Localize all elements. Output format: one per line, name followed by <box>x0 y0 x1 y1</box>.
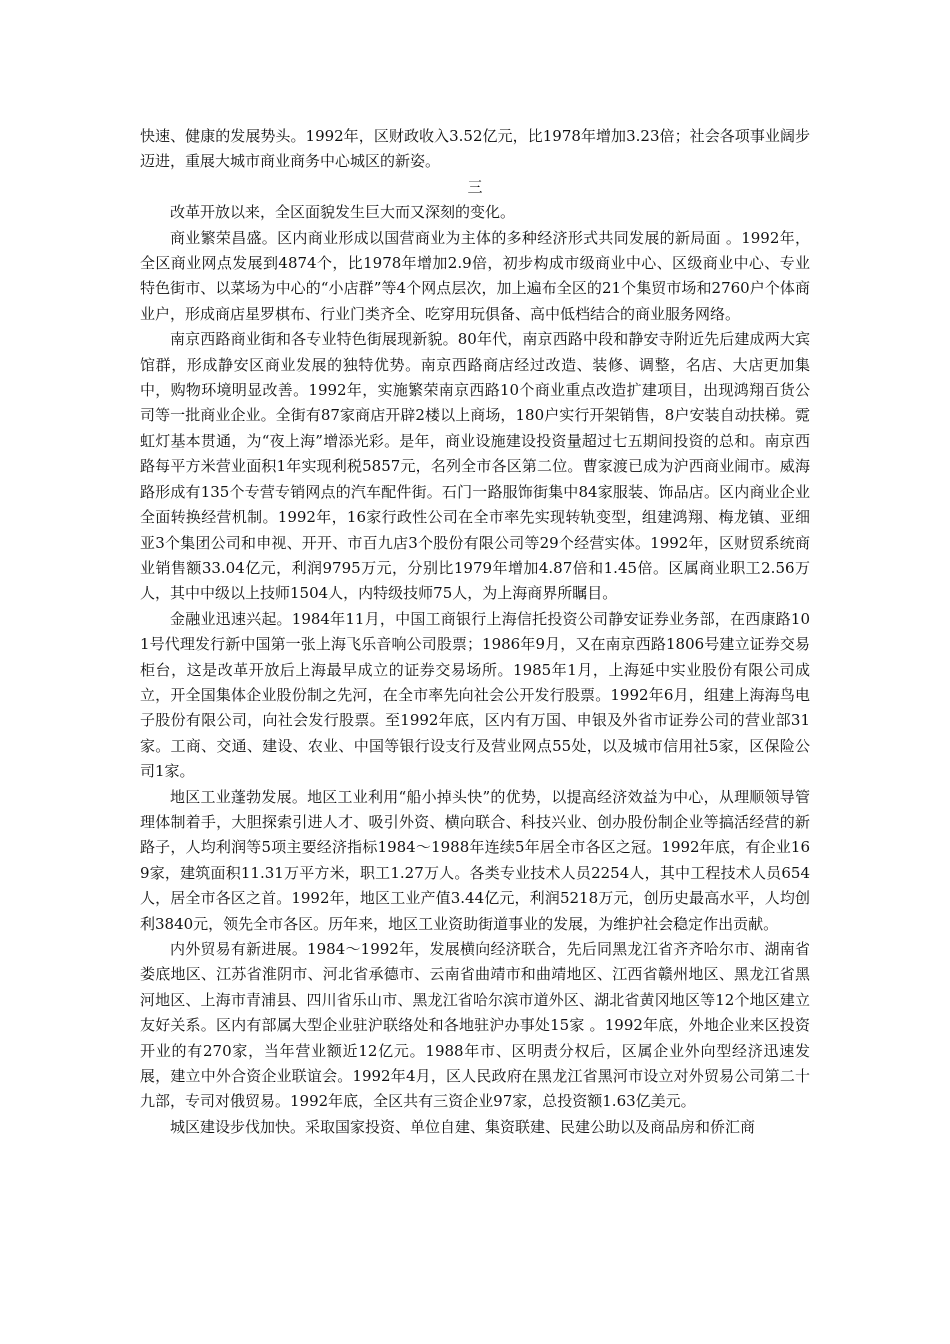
document-page <box>140 124 810 1140</box>
paragraph-continuation: 快速、健康的发展势头。1992年，区财政收入3.52亿元，比1978年增加3.23倍；社会各项事业阔步迈进，重展大城市商业商务中心城区的新姿。 <box>140 127 810 171</box>
paragraph-urban-construction: 城区建设步伐加快。采取国家投资、单位自建、集资联建、民建公助以及商品房和侨汇商 <box>170 1117 756 1136</box>
paragraph-intro: 改革开放以来，全区面貌发生巨大而又深刻的变化。 <box>170 203 516 222</box>
section-heading: 三 <box>467 177 483 196</box>
paragraph-industry: 地区工业蓬勃发展。地区工业利用“船小掉头快”的优势，以提高经济效益为中心，从理顺领导管理体制着手，大胆探索引进人才、吸引外资、横向联合、科技兴业、创办股份制企业等搞活经营的新路子，人均利润等5项主要经济指标1984～1988年连续5年居全市各区之冠。1992年底，有企业169家，建筑面积11.31万平方米，职工1.27万人。各类专业技术人员2254人，其中工程技术人员654人，居全市各区之首。1992年，地区工业产值3.44亿元，利润5218万元，创历史最高水平，人均创利3840元，领先全市各区。历年来，地区工业资助街道事业的发展，为维护社会稳定作出贡献。 <box>140 787 811 933</box>
paragraph-finance: 金融业迅速兴起。1984年11月，中国工商银行上海信托投资公司静安证券业务部，在西康路101号代理发行新中国第一张上海飞乐音响公司股票；1986年9月，又在南京西路1806号建立证券交易柜台，这是改革开放后上海最早成立的证券交易场所。1985年1月，上海延中实业股份有限公司成立，开全国集体企业股份制之先河，在全市率先向社会公开发行股票。1992年6月，组建上海海鸟电子股份有限公司，向社会发行股票。至1992年底，区内有万国、申银及外省市证券公司的营业部31家。工商、交通、建设、农业、中国等银行设支行及营业网点55处，以及城市信用社5家，区保险公司1家。 <box>140 609 810 781</box>
paragraph-trade: 内外贸易有新进展。1984～1992年，发展横向经济联合，先后同黑龙江省齐齐哈尔市、湖南省娄底地区、江苏省淮阴市、河北省承德市、云南省曲靖市和曲靖地区、江西省赣州地区、黑龙江省黑河地区、上海市青浦县、四川省乐山市、黑龙江省哈尔滨市道外区、湖北省黄冈地区等12个地区建立友好关系。区内有部属大型企业驻沪联络处和各地驻沪办事处15家 。1992年底，外地企业来区投资开业的有270家，当年营业额近12亿元。1988年市、区明责分权后，区属企业外向型经济迅速发展，建立中外合资企业联谊会。1992年4月，区人民政府在黑龙江省黑河市设立对外贸易公司第二十九部，专司对俄贸易。1992年底，全区共有三资企业97家，总投资额1.63亿美元。 <box>140 940 810 1111</box>
paragraph-nanjing-road: 南京西路商业街和各专业特色街展现新貌。80年代，南京西路中段和静安寺附近先后建成两大宾馆群，形成静安区商业发展的独特优势。南京西路商店经过改造、装修、调整，名店、大店更加集中，购物环境明显改善。1992年，实施繁荣南京西路10个商业重点改造扩建项目，出现鸿翔百货公司等一批商业企业。全街有87家商店开辟2楼以上商场，180户实行开架销售，8户安装自动扶梯。霓虹灯基本贯通，为“夜上海”增添光彩。是年，商业设施建设投资量超过七五期间投资的总和。南京西路每平方米营业面积1年实现利税5857元，名列全市各区第二位。曹家渡已成为沪西商业闹市。威海路形成有135个专营专销网点的汽车配件街。石门一路服饰街集中84家服装、饰品店。区内商业企业全面转换经营机制。1992年，16家行政性公司在全市率先实现转轨变型，组建鸿翔、梅龙镇、亚细亚3个集团公司和申视、开开、市百九店3个股份有限公司等29个经营实体。1992年，区财贸系统商业销售额33.04亿元，利润9795万元，分别比1979年增加4.87倍和1.45倍。区属商业职工2.56万人，其中中级以上技师1504人，内特级技师75人，为上海商界所瞩目。 <box>140 330 810 603</box>
paragraph-commerce: 商业繁荣昌盛。区内商业形成以国营商业为主体的多种经济形式共同发展的新局面 。1992年，全区商业网点发展到4874个，比1978年增加2.9倍，初步构成市级商业中心、区级商业中心、专业特色街市、以菜场为中心的“小店群”等4个网点层次，加上遍布全区的21个集贸市场和2760户个体商业户，形成商店星罗棋布、行业门类齐全、吃穿用玩俱备、高中低档结合的商业服务网络。 <box>140 228 810 323</box>
